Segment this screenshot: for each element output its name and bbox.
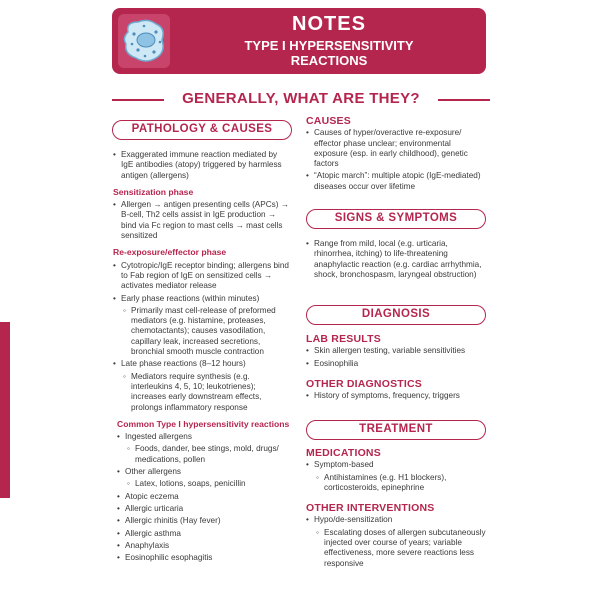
- treatment-heading: TREATMENT: [306, 420, 486, 440]
- list-item: • Causes of hyper/overactive re-exposure/ effector phase unclear; environmental exposure (esp. in early childhood), genetic factors: [306, 128, 486, 169]
- list-item: ◦ Primarily mast cell-release of preformed mediators (e.g. histamine, proteases, chemotactants); causes vasodilation, capillary leak, increased secretions, bronchial smooth muscle contraction: [113, 306, 291, 357]
- common-reactions-subtitle: Common Type I hypersensitivity reactions: [117, 418, 290, 429]
- list-item: • Allergen → antigen presenting cells (APCs) → B-cell, Th2 cells assist in IgE production → bind via Fc region to mast cells → mast cells sensitized: [113, 200, 291, 241]
- other-interventions-subtitle: OTHER INTERVENTIONS: [306, 502, 435, 515]
- list-item: ◦ Foods, dander, bee stings, mold, drugs/ medications, pollen: [117, 444, 291, 465]
- list-item: • Hypo/de-sensitization: [306, 515, 486, 525]
- list-item: • Anaphylaxis: [117, 541, 291, 551]
- sensitization-subtitle: Sensitization phase: [113, 186, 194, 197]
- medications-subtitle: MEDICATIONS: [306, 447, 381, 459]
- list-item: • Late phase reactions (8–12 hours): [113, 359, 291, 369]
- causes-subtitle: CAUSES: [306, 115, 351, 127]
- list-item: • Eosinophilia: [306, 359, 486, 369]
- list-item: • Allergic rhinitis (Hay fever): [117, 516, 291, 526]
- list-item: • Early phase reactions (within minutes): [113, 294, 291, 304]
- list-item: • Skin allergen testing, variable sensitivities: [306, 346, 486, 356]
- list-item: • Exaggerated immune reaction mediated by IgE antibodies (atopy) triggered by harmless antigen (allergens): [113, 150, 291, 181]
- list-item: • Atopic eczema: [117, 492, 291, 502]
- mast-cell-icon: [118, 14, 170, 68]
- notes-label: NOTES: [292, 13, 366, 35]
- signs-heading: SIGNS & SYMPTOMS: [306, 209, 486, 229]
- left-edge-tab: [0, 322, 10, 498]
- list-item: • Other allergens: [117, 467, 291, 477]
- left-column: [113, 150, 291, 565]
- list-item: • History of symptoms, frequency, triggers: [306, 391, 486, 401]
- list-item: • “Atopic march”: multiple atopic (IgE-mediated) diseases occur over lifetime: [306, 171, 486, 192]
- right-column-diagnosis: [306, 328, 486, 403]
- list-item: ◦ Mediators require synthesis (e.g. interleukins 4, 5, 10; leukotrienes); increases early downstream effects, prolongs inflammatory response: [113, 372, 291, 413]
- page-title: TYPE I HYPERSENSITIVITY REACTIONS: [244, 38, 414, 68]
- other-diagnostics-subtitle: OTHER DIAGNOSTICS: [306, 377, 422, 390]
- list-item: • Eosinophilic esophagitis: [117, 553, 291, 563]
- list-item: • Allergic urticaria: [117, 504, 291, 514]
- list-item: ◦ Antihistamines (e.g. H1 blockers), corticosteroids, epinephrine: [306, 473, 486, 494]
- list-item: • Symptom-based: [306, 460, 486, 470]
- right-column-causes: [306, 116, 486, 194]
- list-item: ◦ Latex, lotions, soaps, penicillin: [117, 479, 291, 489]
- header-banner: [112, 8, 486, 74]
- list-item: • Range from mild, local (e.g. urticaria, rhinorrhea, itching) to life-threatening anaphylactic reaction (e.g. cardiac arrhythmia, shock, bronchospasm, laryngeal obstruction): [306, 239, 486, 280]
- right-column-treatment: [306, 442, 486, 571]
- list-item: • Allergic asthma: [117, 529, 291, 539]
- right-column-signs: [306, 239, 486, 282]
- list-item: • Ingested allergens: [117, 432, 291, 442]
- pathology-heading: PATHOLOGY & CAUSES: [112, 120, 292, 140]
- diagnosis-heading: DIAGNOSIS: [306, 305, 486, 325]
- lab-results-subtitle: LAB RESULTS: [306, 333, 381, 345]
- main-heading: GENERALLY, WHAT ARE THEY?: [0, 90, 600, 110]
- reexposure-subtitle: Re-exposure/effector phase: [113, 247, 227, 258]
- list-item: ◦ Escalating doses of allergen subcutaneously injected over course of years; variable effectiveness, more severe reactions less responsive: [306, 528, 486, 569]
- list-item: • Cytotropic/IgE receptor binding; allergens bind to Fab region of IgE on sensitized cells → activates mediator release: [113, 261, 291, 292]
